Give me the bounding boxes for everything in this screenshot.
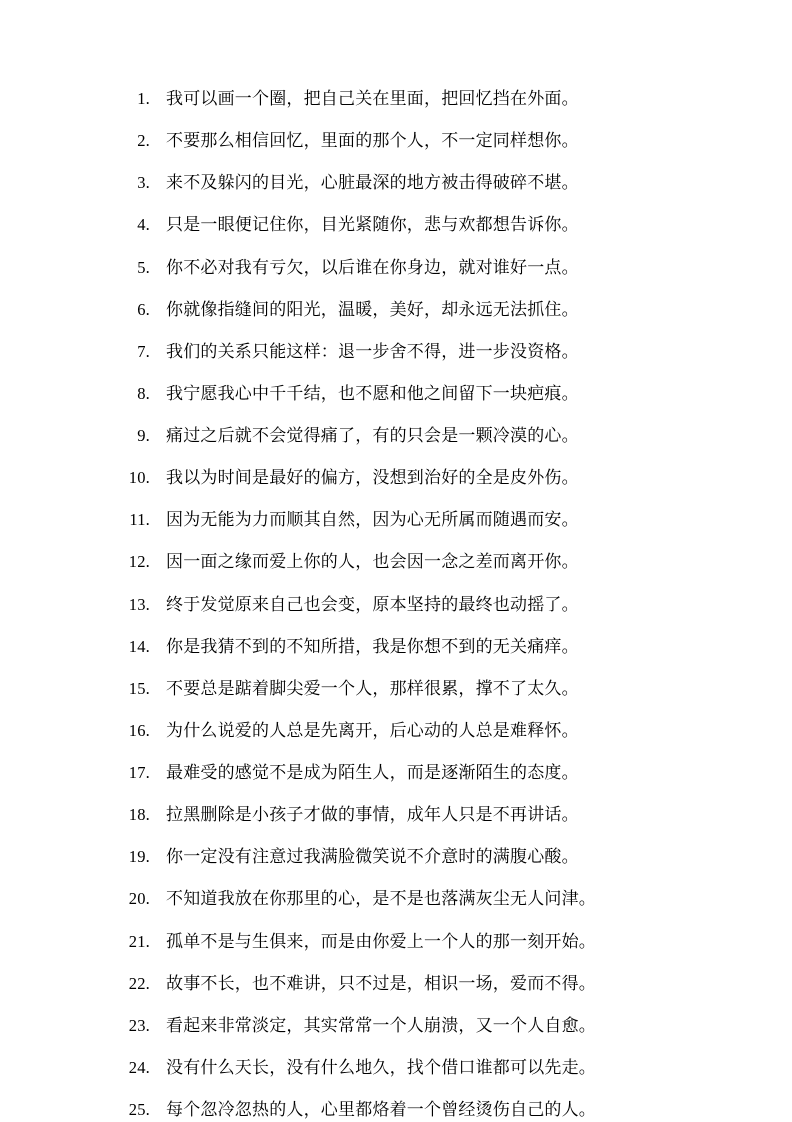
list-item xyxy=(112,888,696,911)
list-item xyxy=(112,299,696,322)
list-item-text: 因一面之缘而爱上你的人，也会因一念之差而离开你。 xyxy=(166,552,579,572)
list-item-number: 16. xyxy=(128,720,150,740)
list-item xyxy=(112,88,696,111)
list-item-number: 18. xyxy=(128,805,150,825)
list-item-text: 没有什么天长，没有什么地久，找个借口谁都可以先走。 xyxy=(166,1057,596,1077)
list-item xyxy=(112,1057,696,1080)
list-item xyxy=(112,636,696,659)
list-item-number: 25. xyxy=(128,1100,150,1119)
list-item xyxy=(112,1015,696,1038)
list-item-text: 我以为时间是最好的偏方，没想到治好的全是皮外伤。 xyxy=(166,468,579,488)
list-item-text: 你就像指缝间的阳光，温暖，美好，却永远无法抓住。 xyxy=(166,299,579,319)
list-item-text: 拉黑删除是小孩子才做的事情，成年人只是不再讲话。 xyxy=(166,805,579,825)
list-item-text: 我们的关系只能这样：退一步舍不得，进一步没资格。 xyxy=(166,341,579,361)
list-item-number: 3. xyxy=(137,173,150,193)
list-item-number: 13. xyxy=(128,594,150,614)
list-item-text: 因为无能为力而顺其自然，因为心无所属而随遇而安。 xyxy=(166,510,579,530)
list-item-text: 故事不长，也不难讲，只不过是，相识一场，爱而不得。 xyxy=(166,973,596,993)
list-item-number: 9. xyxy=(137,426,150,445)
list-item-text: 孤单不是与生俱来，而是由你爱上一个人的那一刻开始。 xyxy=(166,931,596,951)
list-item xyxy=(112,551,696,574)
list-item-text: 你一定没有注意过我满脸微笑说不介意时的满腹心酸。 xyxy=(166,847,579,867)
list-item-number: 10. xyxy=(128,468,150,488)
list-item-number: 22. xyxy=(128,973,150,993)
list-item-number: 20. xyxy=(128,889,150,909)
list-item-text: 每个忽冷忽热的人，心里都烙着一个曾经烫伤自己的人。 xyxy=(166,1100,596,1119)
list-item-number: 14. xyxy=(128,636,150,656)
list-item xyxy=(112,846,696,869)
list-item-number: 8. xyxy=(137,383,150,403)
list-item xyxy=(112,931,696,954)
list-item-number: 2. xyxy=(137,131,150,151)
list-item-text: 为什么说爱的人总是先离开，后心动的人总是难释怀。 xyxy=(166,720,579,740)
list-item-text: 不要那么相信回忆，里面的那个人，不一定同样想你。 xyxy=(166,131,579,151)
list-item xyxy=(112,130,696,153)
list-item-number: 7. xyxy=(137,341,150,361)
list-item-text: 痛过之后就不会觉得痛了，有的只会是一颗冷漠的心。 xyxy=(166,426,579,445)
list-item xyxy=(112,383,696,406)
list-item xyxy=(112,678,696,701)
list-item-number: 17. xyxy=(128,763,150,782)
list-item-number: 19. xyxy=(128,847,150,867)
list-item-number: 15. xyxy=(128,678,150,698)
list-item xyxy=(112,509,696,532)
list-item-text: 不知道我放在你那里的心，是不是也落满灰尘无人问津。 xyxy=(166,889,596,909)
list-item-number: 24. xyxy=(128,1057,150,1077)
list-item-number: 1. xyxy=(137,89,150,108)
list-item-text: 终于发觉原来自己也会变，原本坚持的最终也动摇了。 xyxy=(166,594,579,614)
list-item xyxy=(112,1099,696,1122)
list-item-text: 来不及躲闪的目光，心脏最深的地方被击得破碎不堪。 xyxy=(166,173,579,193)
list-item-text: 只是一眼便记住你，目光紧随你，悲与欢都想告诉你。 xyxy=(166,215,579,235)
list-item xyxy=(112,720,696,743)
list-item-number: 21. xyxy=(128,931,150,951)
list-item xyxy=(112,467,696,490)
list-item xyxy=(112,804,696,827)
list-item xyxy=(112,172,696,195)
list-item xyxy=(112,214,696,237)
list-item-number: 11. xyxy=(129,510,150,530)
list-item xyxy=(112,257,696,280)
list-item xyxy=(112,425,696,448)
list-item-text: 看起来非常淡定，其实常常一个人崩溃，又一个人自愈。 xyxy=(166,1015,596,1035)
list-item-number: 23. xyxy=(128,1015,150,1035)
list-item xyxy=(112,973,696,996)
list-item-text: 最难受的感觉不是成为陌生人，而是逐渐陌生的态度。 xyxy=(166,763,579,782)
list-item-text: 不要总是踮着脚尖爱一个人，那样很累，撑不了太久。 xyxy=(166,678,579,698)
list-item xyxy=(112,762,696,785)
list-item-number: 12. xyxy=(128,552,150,572)
list-item-text: 你不必对我有亏欠，以后谁在你身边，就对谁好一点。 xyxy=(166,257,579,277)
list-item-number: 6. xyxy=(137,299,150,319)
list-item xyxy=(112,341,696,364)
list-item-text: 我可以画一个圈，把自己关在里面，把回忆挡在外面。 xyxy=(166,89,579,108)
list-item-number: 4. xyxy=(137,215,150,235)
list-item xyxy=(112,594,696,617)
list-item-text: 我宁愿我心中千千结，也不愿和他之间留下一块疤痕。 xyxy=(166,383,579,403)
list-item-text: 你是我猜不到的不知所措，我是你想不到的无关痛痒。 xyxy=(166,636,579,656)
numbered-quote-list xyxy=(112,88,696,1122)
list-item-number: 5. xyxy=(137,257,150,277)
